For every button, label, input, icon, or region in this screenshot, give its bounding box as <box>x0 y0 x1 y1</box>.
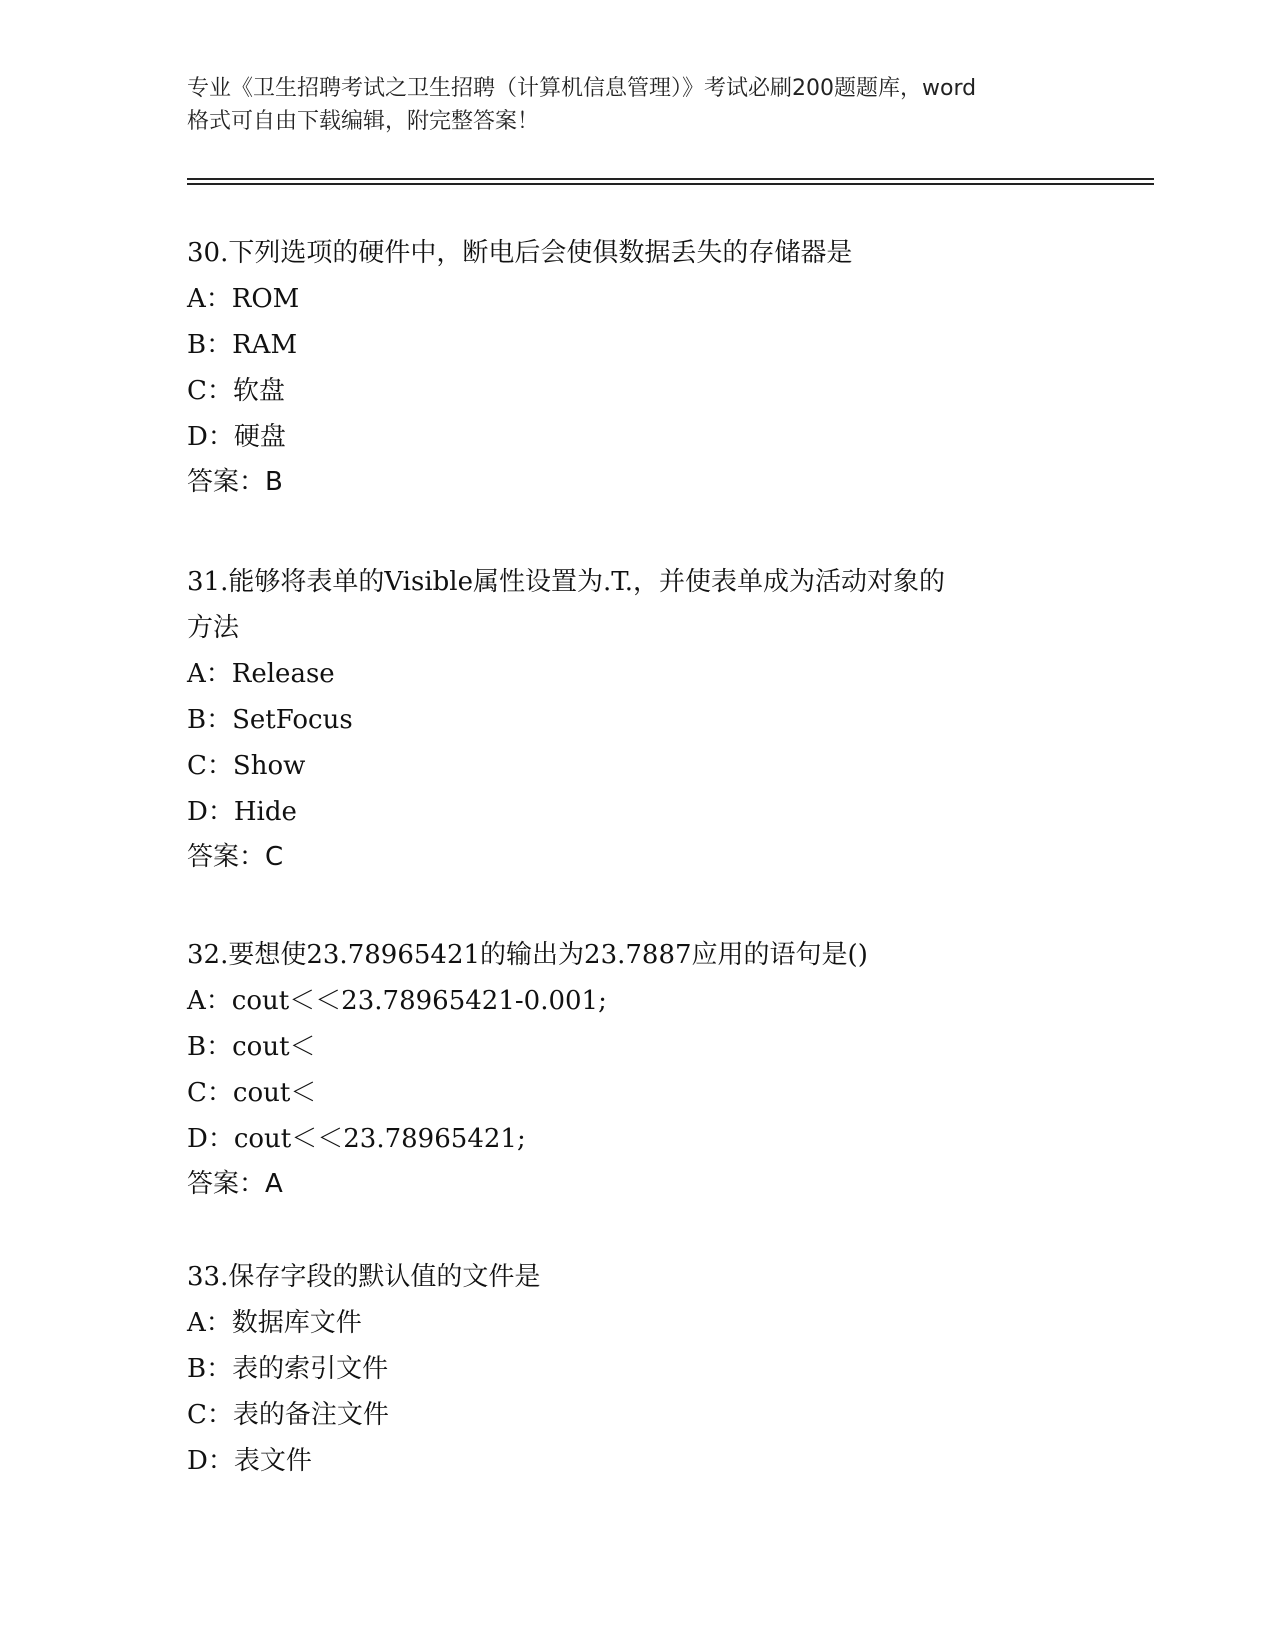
question-33-option-d: D：表文件 <box>187 1446 312 1476</box>
question-30-option-b: B：RAM <box>187 330 298 360</box>
question-31-option-d: D：Hide <box>187 797 297 827</box>
question-31-option-b: B：SetFocus <box>187 705 353 735</box>
header-line-1: 专业《卫生招聘考试之卫生招聘（计算机信息管理）》考试必刷200题题库，word <box>187 76 977 101</box>
question-32-option-b: B：cout＜ <box>187 1032 316 1062</box>
header-line-2: 格式可自由下载编辑，附完整答案！ <box>187 109 540 134</box>
question-31-stem-line-1: 31.能够将表单的Visible属性设置为.T.，并使表单成为活动对象的 <box>187 567 946 597</box>
question-30-option-c: C：软盘 <box>187 376 285 406</box>
header-divider-top <box>187 178 1154 180</box>
question-32-option-d: D：cout＜＜23.78965421; <box>187 1124 526 1154</box>
question-32-stem: 32.要想使23.78965421的输出为23.7887应用的语句是() <box>187 940 868 970</box>
question-31-stem-line-2: 方法 <box>187 613 240 643</box>
question-33-stem: 33.保存字段的默认值的文件是 <box>187 1262 541 1292</box>
question-30-option-d: D：硬盘 <box>187 422 286 452</box>
question-31-option-a: A：Release <box>187 659 335 689</box>
question-32-option-a: A：cout＜＜23.78965421-0.001; <box>187 986 607 1016</box>
question-33-option-a: A：数据库文件 <box>187 1308 362 1338</box>
question-30-option-a: A：ROM <box>187 284 300 314</box>
question-33-option-b: B：表的索引文件 <box>187 1354 389 1384</box>
question-32-answer: 答案：A <box>187 1169 283 1199</box>
question-30-stem: 30.下列选项的硬件中，断电后会使俱数据丢失的存储器是 <box>187 238 853 268</box>
question-33-option-c: C：表的备注文件 <box>187 1400 389 1430</box>
question-31-option-c: C：Show <box>187 751 306 781</box>
question-31-answer: 答案：C <box>187 842 284 872</box>
question-30-answer: 答案：B <box>187 467 283 497</box>
document-header <box>187 72 1087 138</box>
header-divider-bottom <box>187 183 1154 185</box>
question-32-option-c: C：cout＜ <box>187 1078 317 1108</box>
